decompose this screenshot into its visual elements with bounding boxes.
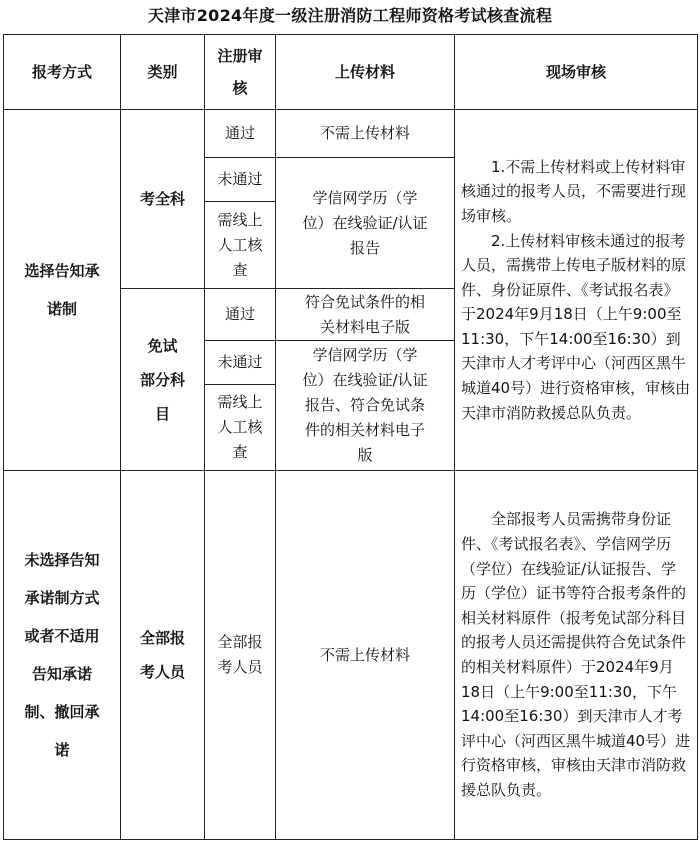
category-full-subjects: 考全科 bbox=[121, 110, 205, 289]
header-upload: 上传材料 bbox=[276, 35, 455, 110]
header-category: 类别 bbox=[121, 35, 205, 110]
upload-degree-report: 学信网学历（学 位）在线验证/认证 报告 bbox=[276, 158, 455, 289]
upload-exempt-materials: 符合免试条件的相 关材料电子版 bbox=[276, 289, 455, 341]
header-row bbox=[4, 35, 698, 110]
upload-none: 不需上传材料 bbox=[276, 471, 455, 840]
header-review: 注册审 核 bbox=[205, 35, 276, 110]
upload-none: 不需上传材料 bbox=[276, 110, 455, 158]
review-process-table bbox=[3, 34, 698, 840]
page-title: 天津市2024年度一级注册消防工程师资格考试核查流程 bbox=[147, 6, 553, 25]
method-no-commitment: 未选择告知 承诺制方式 或者不适用 告知承诺 制、撤回承 诺 bbox=[4, 471, 121, 840]
table-row bbox=[4, 110, 698, 158]
review-all-applicants: 全部报 考人员 bbox=[205, 471, 276, 840]
review-status-pass: 通过 bbox=[205, 289, 276, 341]
review-status-manual: 需线上 人工核 查 bbox=[205, 385, 276, 471]
review-status-fail: 未通过 bbox=[205, 158, 276, 202]
review-status-fail: 未通过 bbox=[205, 341, 276, 385]
review-status-manual: 需线上 人工核 查 bbox=[205, 202, 276, 289]
method-notice-commitment: 选择告知承 诺制 bbox=[4, 110, 121, 471]
onsite-review-all: 全部报考人员需携带身份证件、《考试报名表》、学信网学历（学位）在线验证/认证报告、学历（学位）证书等符合报考条件的相关材料原件（报考免试部分科目的报考人员还需提供符合免试条件的相关材料原件）于2024年9月18日（上午9:00至11:30，下午14:00至16:30）到天津市人才考评中心（河西区黑牛城道40号）进行资格审核，审核由天津市消防救援总队负责。 bbox=[455, 471, 698, 840]
table-row bbox=[4, 471, 698, 840]
category-partial-exempt: 免试 部分科 目 bbox=[121, 289, 205, 471]
onsite-paragraph-1: 1.不需上传材料或上传材料审核通过的报考人员，不需要进行现场审核。 bbox=[461, 157, 687, 225]
category-all-applicants: 全部报 考人员 bbox=[121, 471, 205, 840]
onsite-paragraph-2: 2.上传材料审核未通过的报考人员，需携带上传电子版材料的原件、身份证原件、《考试报名表》于2024年9月18日（上午9:00至11:30，下午14:00至16:30）到天津市人才考评中心（河西区黑牛城道40号）进行资格审核，审核由天津市消防救援总队负责。 bbox=[461, 231, 691, 422]
onsite-review-notice bbox=[455, 110, 698, 471]
header-onsite: 现场审核 bbox=[455, 35, 698, 110]
header-method: 报考方式 bbox=[4, 35, 121, 110]
review-status-pass: 通过 bbox=[205, 110, 276, 158]
upload-degree-and-exempt: 学信网学历（学 位）在线验证/认证 报告、符合免试条 件的相关材料电子 版 bbox=[276, 341, 455, 471]
